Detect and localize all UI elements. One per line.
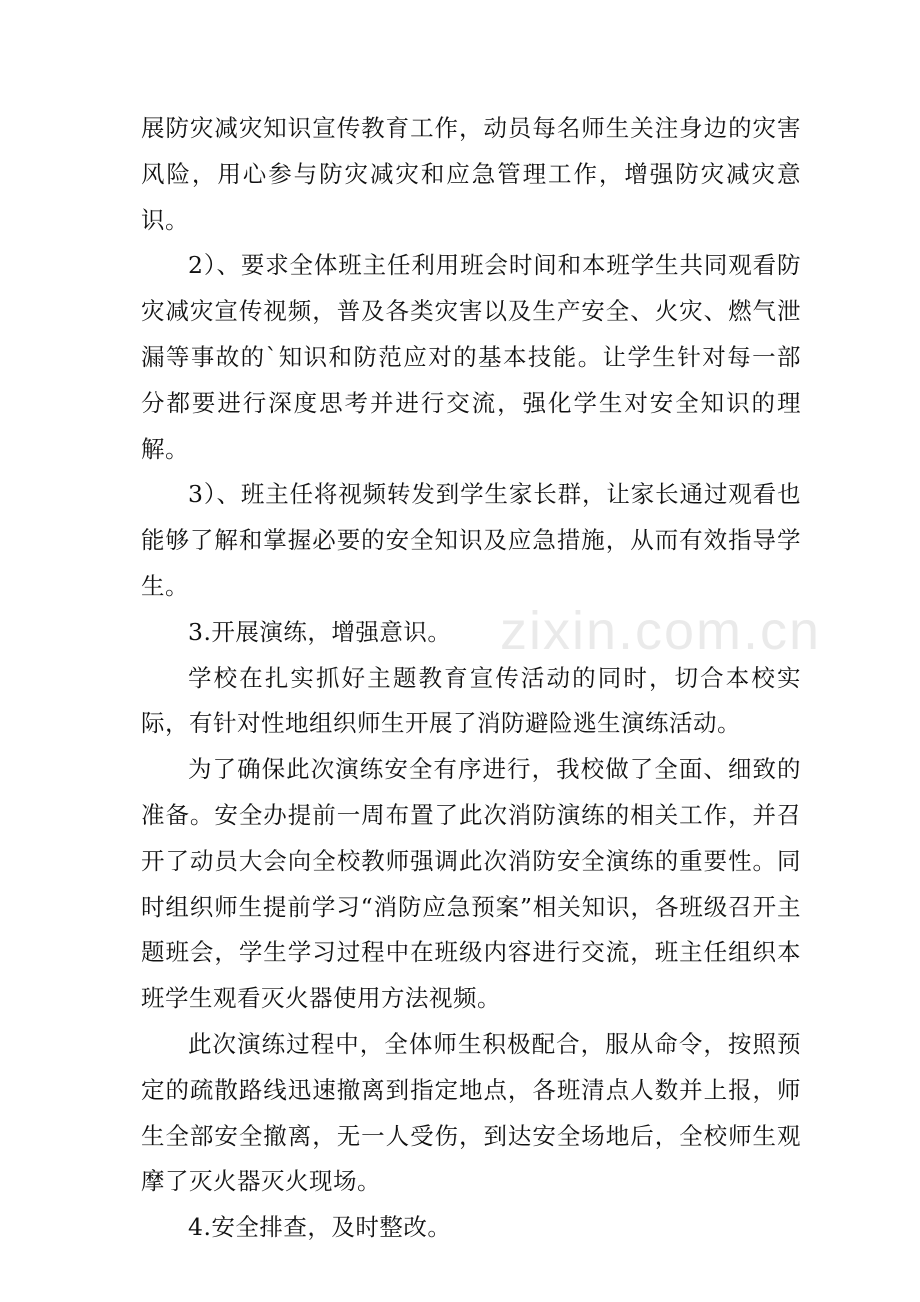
paragraph-item-3: 3）、班主任将视频转发到学生家长群，让家长通过观看也能够了解和掌握必要的安全知识及应急措施，从而有效指导学生。 bbox=[141, 480, 801, 600]
paragraph-item-2: 2）、要求全体班主任利用班会时间和本班学生共同观看防灾减灾宣传视频，普及各类灾害以及生产安全、火灾、燃气泄漏等事故的`知识和防范应对的基本技能。让学生针对每一部分都要进行深度思考并进行交流，强化学生对安全知识的理解。 bbox=[141, 251, 801, 463]
paragraph-drill-preparation: 为了确保此次演练安全有序进行，我校做了全面、细致的准备。安全办提前一周布置了此次消防演练的相关工作，并召开了动员大会向全校教师强调此次消防安全演练的重要性。同时组织师生提前学习“消防应急预案”相关知识，各班级召开主题班会，学生学习过程中在班级内容进行交流，班主任组织本班学生观看灭火器使用方法视频。 bbox=[141, 755, 801, 1013]
paragraph-drill-process: 此次演练过程中，全体师生积极配合，服从命令，按照预定的疏散路线迅速撤离到指定地点，各班清点人数并上报，师生全部安全撤离，无一人受伤，到达安全场地后，全校师生观摩了灭火器灭火现场。 bbox=[141, 1029, 801, 1196]
paragraph-continuation: 展防灾减灾知识宣传教育工作，动员每名师生关注身边的灾害风险，用心参与防灾减灾和应急管理工作，增强防灾减灾意识。 bbox=[141, 114, 801, 234]
watermark-logo: zixin.com.cn bbox=[500, 601, 822, 661]
section-heading-4: 4.安全排查，及时整改。 bbox=[188, 1213, 452, 1242]
paragraph-drill-intro: 学校在扎实抓好主题教育宣传活动的同时，切合本校实际，有针对性地组织师生开展了消防避险逃生演练活动。 bbox=[141, 663, 801, 738]
document-body bbox=[141, 106, 801, 1251]
section-heading-3: 3.开展演练，增强意识。 bbox=[188, 617, 452, 646]
